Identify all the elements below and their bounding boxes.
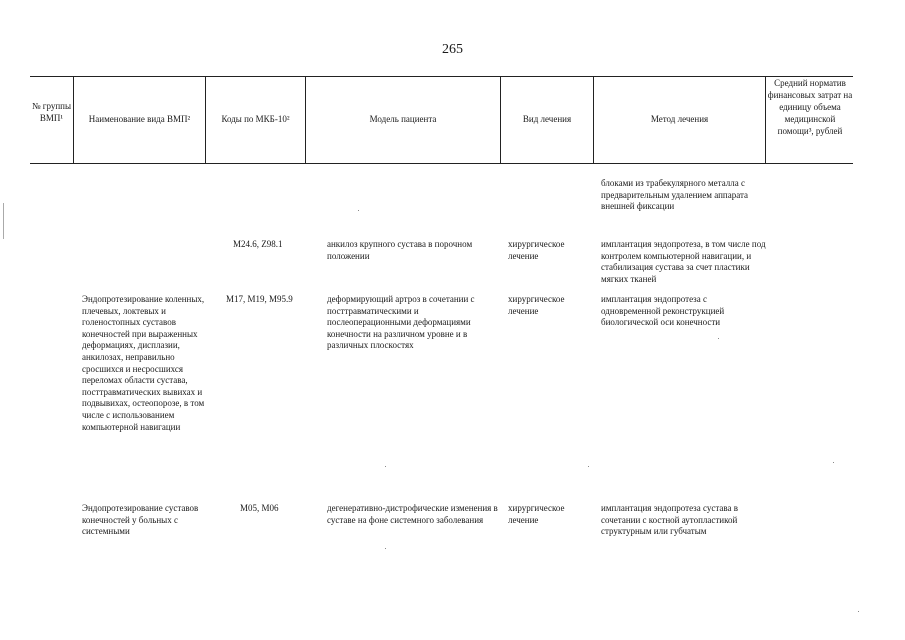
header-method: Метод лечения	[650, 114, 709, 124]
header-codes: Коды по МКБ-10²	[221, 114, 290, 124]
column-divider	[500, 76, 501, 163]
table-header-bottom-border	[30, 163, 853, 164]
header-cost: Средний норматив финансовых затрат на единицу объема медицинской помощи³, рублей	[767, 78, 853, 136]
scan-dot	[718, 338, 719, 339]
cell-model: дегенеративно-дистрофические изменения в суставе на фоне системного заболевания	[327, 503, 498, 525]
header-group: № группы ВМП¹	[31, 101, 72, 123]
scan-dot	[833, 462, 834, 463]
header-model: Модель пациента	[369, 114, 437, 124]
scan-dot	[385, 466, 386, 467]
header-name: Наименование вида ВМП²	[88, 114, 191, 124]
cell-method: имплантация эндопротеза сустава в сочетании с костной аутопластикой структурным или губчатым	[601, 503, 739, 537]
margin-mark	[3, 203, 4, 239]
cell-method: блоками из трабекулярного металла с предварительным удалением аппарата внешней фиксации	[601, 178, 748, 212]
column-divider	[593, 76, 594, 163]
cell-codes: M05, M06	[240, 503, 279, 513]
cell-codes: M17, M19, M95.9	[226, 294, 293, 304]
cell-model: деформирующий артроз в сочетании с посттравматическими и послеоперационными деформациями конечности на различном уровне и в различных плоскостях	[327, 294, 475, 351]
column-divider	[765, 76, 766, 163]
column-divider	[205, 76, 206, 163]
table-top-border	[30, 76, 853, 77]
scan-dot	[358, 210, 359, 211]
column-divider	[305, 76, 306, 163]
cell-method: имплантация эндопротеза с одновременной реконструкцией биологической оси конечности	[601, 294, 725, 328]
cell-type: хирургическое лечение	[508, 294, 565, 316]
cell-name: Эндопротезирование суставов конечностей у больных с системными	[82, 503, 199, 537]
page-number: 265	[442, 42, 463, 57]
scan-dot	[588, 466, 589, 467]
cell-codes: M24.6, Z98.1	[233, 239, 283, 249]
cell-method: имплантация эндопротеза, в том числе под контролем компьютерной навигации, и стабилизация сустава за счет пластики мягких тканей	[601, 239, 766, 284]
cell-model: анкилоз крупного сустава в порочном положении	[327, 239, 473, 261]
cell-type: хирургическое лечение	[508, 503, 565, 525]
cell-name: Эндопротезирование коленных, плечевых, локтевых и голеностопных суставов конечностей при выраженных деформациях, дисплазии, анкилозах, неправильно сросшихся и несросшихся переломах области сустава, посттравматических вывихах и подвывихах, остеопорозе, в том числе с использованием компьютерной навигации	[82, 294, 205, 432]
scan-dot	[858, 611, 859, 612]
scan-dot	[385, 548, 386, 549]
column-divider	[73, 76, 74, 163]
cell-type: хирургическое лечение	[508, 239, 565, 261]
header-type: Вид лечения	[522, 114, 572, 124]
